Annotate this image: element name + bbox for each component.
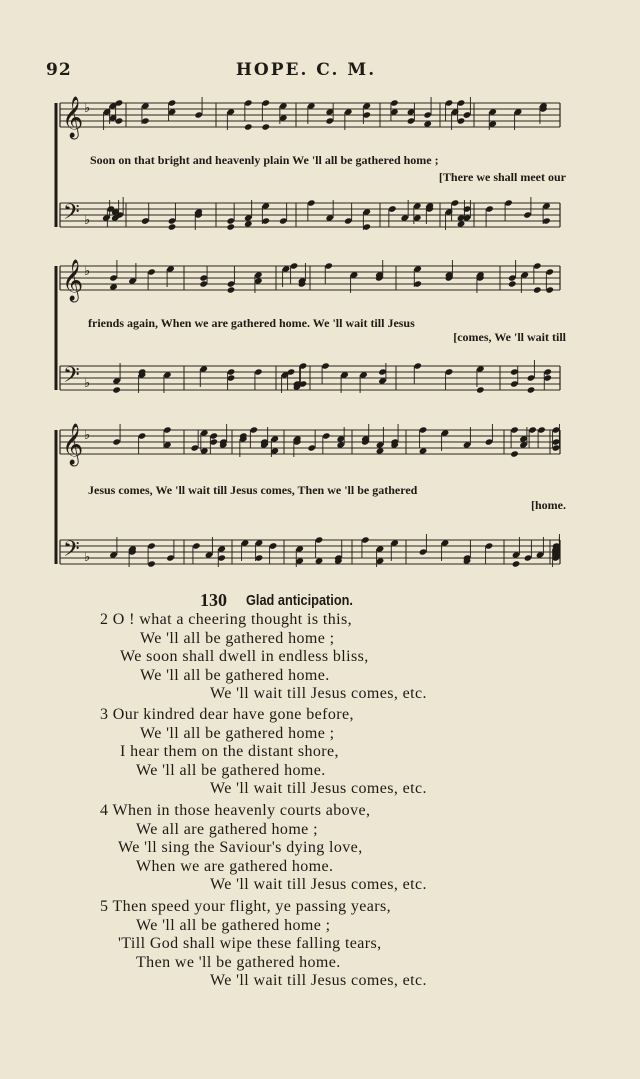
staff-notation: [54, 420, 566, 585]
verse-line: We all are gathered home ;: [136, 820, 318, 838]
bass-clef-icon: 𝄢: [63, 200, 80, 230]
bass-clef-icon: 𝄢: [63, 363, 80, 393]
note-head: [476, 386, 485, 393]
bass-clef-icon: 𝄢: [63, 537, 80, 567]
treble-clef-icon: 𝄞: [62, 97, 84, 138]
verse-line: We 'll wait till Jesus comes, etc.: [210, 685, 427, 703]
verse-line: 4 When in those heavenly courts above,: [100, 802, 371, 819]
music-system-1: [54, 95, 566, 245]
note-head: [533, 286, 542, 293]
lyric-line: Soon on that bright and heavenly plain We 'll all be gathered home ;: [90, 153, 439, 167]
lyric-continuation: [home.: [531, 498, 566, 512]
staff: [60, 360, 560, 394]
verse-line: I hear them on the distant shore,: [120, 743, 339, 761]
note-head: [168, 223, 177, 230]
staff: [60, 423, 560, 466]
verse-line: 2 O ! what a cheering thought is this,: [100, 611, 353, 628]
verse-line: We 'll all be gathered home.: [140, 666, 330, 684]
flat-icon: ♭: [84, 376, 91, 391]
verse-line: We 'll wait till Jesus comes, etc.: [210, 876, 427, 894]
verse-line: 3 Our kindred dear have gone before,: [100, 706, 354, 723]
verse-line: We 'll wait till Jesus comes, etc.: [210, 972, 427, 990]
note-head: [112, 386, 121, 393]
verse-line: 5 Then speed your flight, ye passing years,: [100, 898, 392, 915]
flat-icon: ♭: [84, 428, 91, 443]
flat-icon: ♭: [84, 213, 91, 228]
verse-line: We 'll all be gathered home ;: [140, 724, 335, 742]
page-number: 92: [46, 60, 72, 80]
page-header: [46, 60, 566, 84]
verse-line: When we are gathered home.: [136, 857, 334, 875]
tune-title: HOPE. C. M.: [235, 60, 377, 80]
treble-clef-icon: 𝄞: [62, 260, 84, 301]
hymn-number: 130: [200, 590, 227, 610]
lyric-line: friends again, When we are gathered home. We 'll wait till Jesus: [88, 316, 415, 330]
note-head: [226, 223, 235, 230]
note-head: [227, 286, 236, 293]
verse-line: Then we 'll be gathered home.: [136, 953, 341, 971]
note-head: [512, 560, 521, 567]
note-head: [508, 280, 517, 287]
verse-line: We 'll wait till Jesus comes, etc.: [210, 780, 427, 798]
staff: [60, 197, 560, 231]
verse-line: We soon shall dwell in endless bliss,: [120, 648, 369, 666]
treble-clef-icon: 𝄞: [62, 424, 84, 465]
verse-line: We 'll all be gathered home ;: [140, 629, 335, 647]
note-head: [244, 123, 253, 130]
verse-line: We 'll all be gathered home ;: [136, 916, 331, 934]
staff: [60, 534, 560, 568]
staff: [60, 259, 560, 302]
flat-icon: ♭: [84, 264, 91, 279]
music-system-3: [54, 420, 566, 585]
verse-line: 'Till God shall wipe these falling tears,: [118, 935, 382, 953]
verse-line: We 'll sing the Saviour's dying love,: [118, 839, 363, 857]
lyric-continuation: [comes, We 'll wait till: [453, 330, 566, 344]
note-head: [527, 386, 536, 393]
flat-icon: ♭: [84, 101, 91, 116]
staff: [60, 96, 560, 139]
lyric-continuation: [There we shall meet our: [438, 170, 566, 184]
note-head: [261, 123, 270, 130]
note-head: [510, 450, 519, 457]
lyric-line: Jesus comes, We 'll wait till Jesus comes, Then we 'll be gathered: [88, 483, 418, 497]
hymn-subtitle: Glad anticipation.: [246, 592, 353, 609]
verse-line: We 'll all be gathered home.: [136, 761, 326, 779]
flat-icon: ♭: [84, 550, 91, 565]
music-system-2: [54, 258, 566, 408]
